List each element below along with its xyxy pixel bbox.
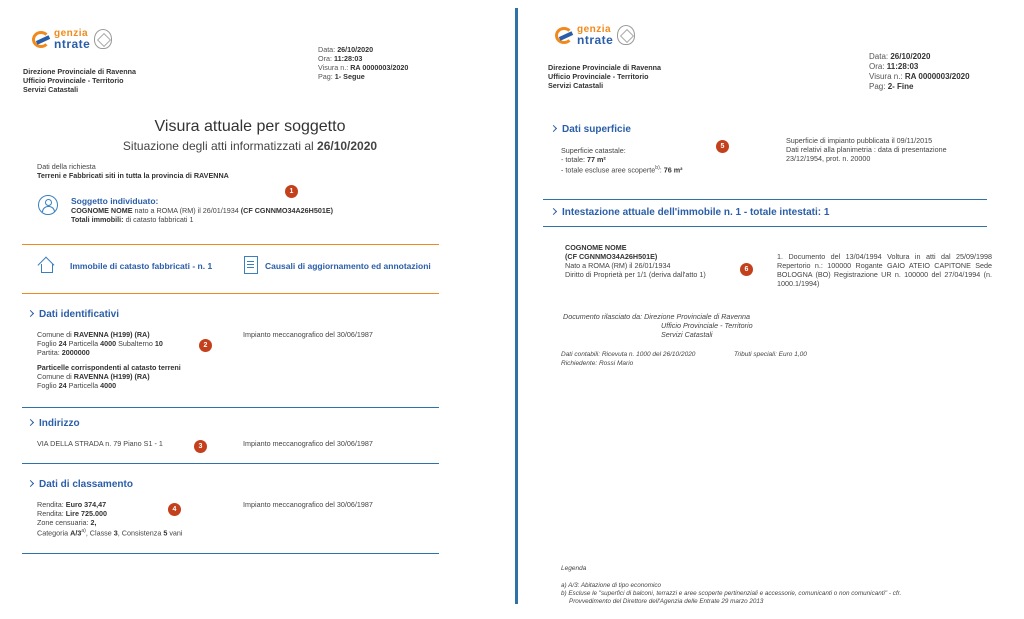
annotation-badge: 1 [285,185,298,198]
legenda-block: a) A/3: Abitazione di tipo economico b) Escluse le "superfici di balconi, terrazzi e aree scoperte pertinenziali e accessorie, comunicanti o non comunicanti" - cfr. Provvedimento del Direttore dell'Agenzia delle Entrate 29 marzo 2013 [561,582,902,605]
intestatario-block: COGNOME NOME (CF CGNNMO34A26H501E) Nato a ROMA (RM) il 26/01/1934 Diritto di Proprietà per 1/1 (deriva dall'atto 1) [565,243,706,279]
office-line: Servizi Catastali [548,81,604,90]
atto-text: 1. Documento del 13/04/1994 Voltura in atti dal 25/09/1998 Repertorio n.: 100000 Rogante GAIO ATEIO CAPITONE Sede BOLOGNA (BO) Registrazione UR n. 100000 del 27/04/1994 (n. 1000.1/1994) [777,252,992,288]
office-line: Ufficio Provinciale - Territorio [23,76,124,85]
divider [543,199,987,200]
classamento-block: Rendita: Euro 374,47 Rendita: Lire 725.000 Zone censuaria: 2, Categoria A/3$^{a)}$, Classe 3, Consistenza 5 vani [37,500,183,538]
contabili-text: Dati contabili: Ricevuta n. 1000 del 26/10/2020 [561,351,696,358]
superficie-block: Superficie catastale: - totale: 77 m² - totale escluse aree scoperte$^{b)}$: 76 m² [561,146,683,175]
office-line: Ufficio Provinciale - Territorio [548,72,649,81]
logo-word-1: genzia [577,24,612,35]
agenzia-entrate-logo [553,24,635,46]
annotation-badge: 2 [199,339,212,352]
dati-identificativi-heading: Dati identificativi [28,309,119,320]
divider [22,293,439,294]
classamento-heading: Dati di classamento [28,479,133,490]
superficie-meta: Superficie di impianto pubblicata il 09/11/2015 Dati relativi alla planimetria : data di presentazione 23/12/1954, prot. n. 20000 [786,136,947,163]
page-subtitle: Situazione degli atti informatizzati al 26/10/2020 [122,139,378,153]
document-icon [244,256,258,274]
republic-emblem-icon [617,25,635,45]
indirizzo-heading: Indirizzo [28,418,80,429]
office-block [548,63,661,90]
chevron-right-icon [550,208,557,215]
chevron-right-icon [550,125,557,132]
agenzia-entrate-logo [30,28,112,50]
annotation-badge: 4 [168,503,181,516]
richiedente-text: Richiedente: Rossi Mario [561,360,634,367]
divider [22,463,439,464]
dati-identificativi-block: Comune di RAVENNA (H199) (RA) Foglio 24 Particella 4000 Subalterno 10 Partita: 2000000 Particelle corrispondenti al catasto terreni Comune di RAVENNA (H199) (RA) Foglio 24 Particella 4000 [37,330,181,390]
page-title: Visura attuale per soggetto [154,118,346,135]
logo-mark-icon [553,24,575,46]
annotation-badge: 5 [716,140,729,153]
annotation-badge: 6 [740,263,753,276]
logo-mark-icon [30,28,52,50]
page-2 [523,0,1024,619]
meta-block: Data: 26/10/2020 Ora: 11:28:03 Visura n.: RA 0000003/2020 Pag: 2- Fine [869,52,970,91]
immobile-link[interactable]: Immobile di catasto fabbricati - n. 1 [70,261,213,271]
meta-block: Data: 26/10/2020 Ora: 11:28:03 Visura n.: RA 0000003/2020 Pag: 1- Segue [318,45,409,81]
office-block [23,67,136,94]
page-divider [515,8,518,604]
logo-word-1: genzia [54,28,89,39]
causali-link[interactable]: Causali di aggiornamento ed annotazioni [265,261,431,271]
divider [22,407,439,408]
divider [22,553,439,554]
office-line: Direzione Provinciale di Ravenna [23,67,137,76]
rilasciato-block: Documento rilasciato da: Direzione Provinciale di Ravenna Ufficio Provinciale - Territorio Servizi Catastali [563,312,753,339]
page-1 [0,0,500,619]
soggetto-block: Soggetto individuato: COGNOME NOME nato a ROMA (RM) il 26/01/1934 (CF CGNNMO34A26H501E) Totali immobili: di catasto fabbricati 1 [71,196,334,224]
tributi-text: Tributi speciali: Euro 1,00 [734,351,807,358]
logo-word-2: ntrate [54,37,91,51]
intestazione-heading: Intestazione attuale dell'immobile n. 1 - totale intestati: 1 [551,207,829,218]
divider [22,244,439,245]
impianto-text: Impianto meccanografico del 30/06/1987 [243,330,373,339]
logo-word-2: ntrate [577,33,614,47]
chevron-right-icon [27,480,34,487]
soggetto-heading: Soggetto individuato: [71,196,159,206]
impianto-text: Impianto meccanografico del 30/06/1987 [243,439,373,448]
indirizzo-value: VIA DELLA STRADA n. 79 Piano S1 - 1 [37,439,163,448]
office-line: Servizi Catastali [23,85,79,94]
office-line: Direzione Provinciale di Ravenna [548,63,662,72]
impianto-text: Impianto meccanografico del 30/06/1987 [243,500,373,509]
chevron-right-icon [27,419,34,426]
annotation-badge: 3 [194,440,207,453]
chevron-right-icon [27,310,34,317]
richiesta-block: Dati della richiesta Terreni e Fabbricati siti in tutta la provincia di RAVENNA [37,162,229,180]
divider [543,226,987,227]
home-icon [37,255,57,273]
legenda-title: Legenda [561,565,587,572]
republic-emblem-icon [94,29,112,49]
superficie-heading: Dati superficie [551,124,631,135]
user-icon [38,195,58,215]
